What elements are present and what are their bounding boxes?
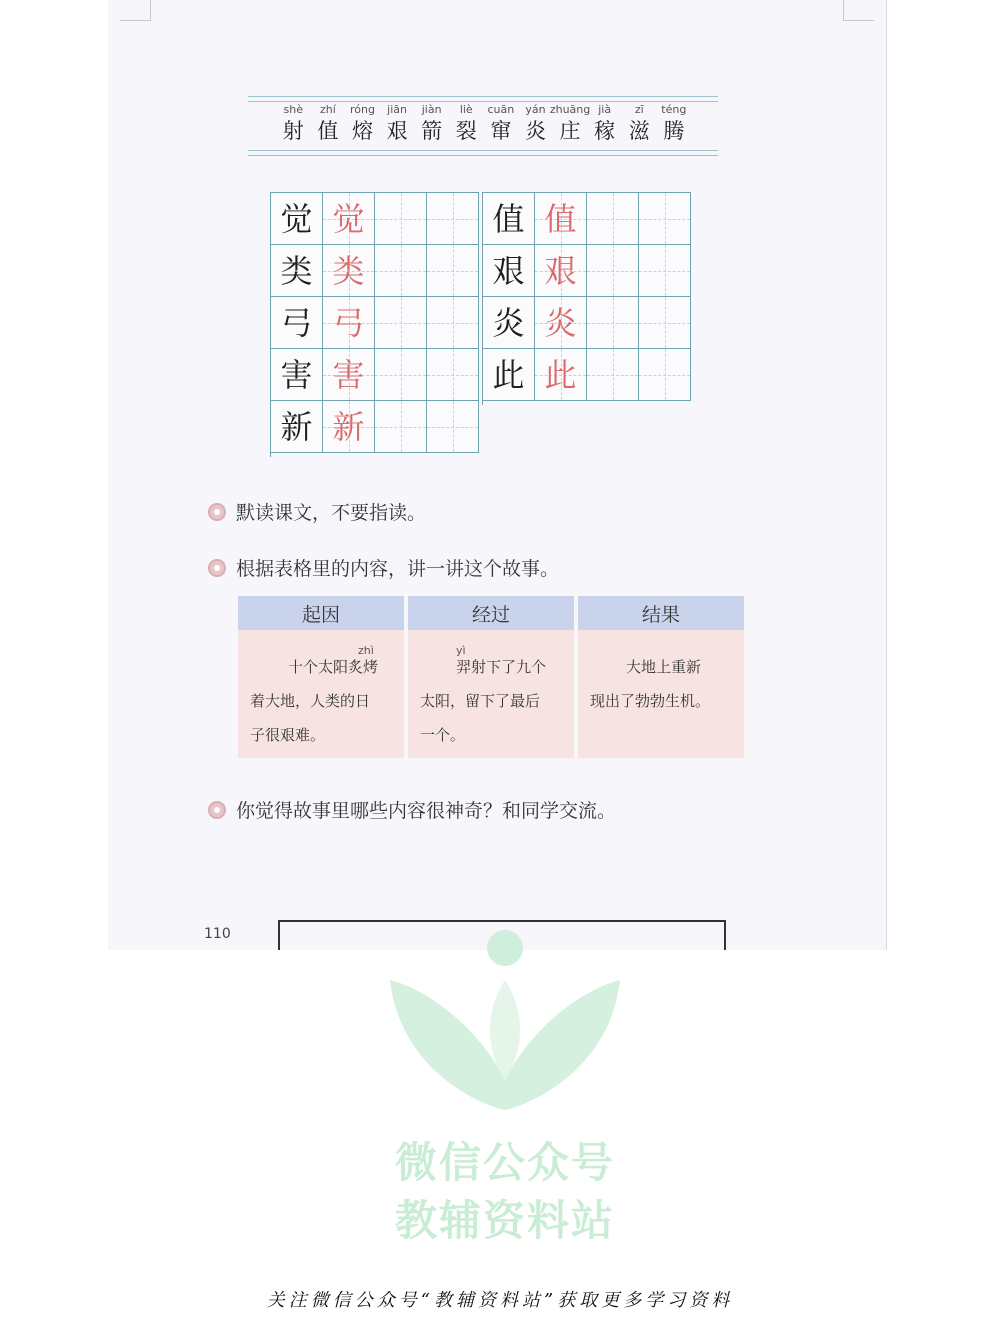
vocab-character: 值	[317, 119, 339, 143]
story-line: 大地上重新	[626, 658, 702, 676]
exercise-text: 根据表格里的内容，讲一讲这个故事。	[236, 558, 560, 580]
story-line: 羿射下了九个	[456, 658, 547, 676]
trace-character: 害	[332, 355, 365, 394]
vocab-character: 箭	[421, 119, 443, 143]
model-character: 类	[280, 251, 313, 290]
sprout-logo-icon	[380, 920, 630, 1130]
model-character: 此	[492, 355, 525, 394]
vocab-item	[311, 103, 346, 145]
grid-cell-character	[535, 349, 587, 401]
vocab-pinyin: téng	[661, 103, 687, 116]
trace-character: 弓	[332, 303, 365, 342]
story-column-cause	[238, 596, 404, 758]
crop-mark-right	[843, 0, 874, 21]
trace-character: 类	[332, 251, 365, 290]
vocab-item	[549, 103, 591, 145]
grid-cell-character	[483, 245, 535, 297]
column-header: 结果	[578, 596, 744, 630]
vocab-character: 熔	[351, 119, 373, 143]
grid-cell-blank	[587, 297, 639, 349]
vocab-pinyin: jià	[598, 103, 612, 116]
vocab-character: 炎	[524, 119, 546, 143]
trace-character: 新	[332, 407, 365, 446]
vocab-item	[622, 103, 657, 145]
grid-cell-character	[271, 245, 323, 297]
crop-mark-left	[120, 0, 151, 21]
ruby-pinyin: zhì	[358, 644, 374, 657]
grid-cell-blank	[375, 193, 427, 245]
vocab-pinyin: jiàn	[421, 103, 442, 116]
vocab-item	[449, 103, 484, 145]
exercise-2	[208, 554, 559, 581]
exercise-bullet-icon	[208, 801, 226, 819]
model-character: 觉	[280, 199, 313, 238]
trace-character: 觉	[332, 199, 365, 238]
grid-cell-blank	[375, 349, 427, 401]
vocab-pinyin: liè	[459, 103, 473, 116]
vocab-character: 射	[282, 119, 304, 143]
vocab-pinyin: shè	[283, 103, 304, 116]
grid-cell-character	[271, 297, 323, 349]
grid-cell-blank	[375, 297, 427, 349]
story-table	[238, 596, 742, 758]
grid-cell-character	[535, 245, 587, 297]
grid-cell-blank	[639, 297, 691, 349]
model-character: 新	[280, 407, 313, 446]
vocab-character: 腾	[663, 119, 685, 143]
grid-cell-character	[535, 297, 587, 349]
vocab-character: 庄	[559, 119, 581, 143]
vocab-pinyin: cuān	[487, 103, 515, 116]
grid-cell-character	[271, 193, 323, 245]
model-character: 值	[492, 199, 525, 238]
grid-cell-blank	[587, 245, 639, 297]
story-line: 一个。	[420, 726, 466, 744]
vocab-item	[484, 103, 519, 145]
story-line: 现出了勃勃生机。	[590, 692, 711, 710]
grid-cell-character	[535, 193, 587, 245]
story-line: 子很艰难。	[250, 726, 326, 744]
vocabulary-strip	[248, 96, 718, 156]
model-character: 弓	[280, 303, 313, 342]
grid-cell-blank	[427, 193, 479, 245]
grid-cell-character	[323, 193, 375, 245]
vocab-pinyin: jiān	[387, 103, 407, 116]
grid-cell-blank	[375, 401, 427, 453]
grid-cell-blank	[639, 349, 691, 401]
grid-cell-blank	[375, 245, 427, 297]
writing-grid-right	[482, 192, 691, 405]
grid-cell-character	[323, 245, 375, 297]
grid-cell-character	[483, 297, 535, 349]
model-character: 炎	[492, 303, 525, 342]
exercise-1	[208, 498, 426, 525]
vocab-pinyin: yán	[525, 103, 546, 116]
grid-cell-blank	[427, 401, 479, 453]
trace-character: 此	[544, 355, 577, 394]
grid-cell-character	[483, 193, 535, 245]
trace-character: 值	[544, 199, 577, 238]
vocab-character: 滋	[628, 119, 650, 143]
watermark-line-1: 微信公众号	[394, 1138, 615, 1187]
story-line: 着大地，人类的日	[250, 692, 371, 710]
column-header: 起因	[238, 596, 404, 630]
grid-cell-character	[271, 401, 323, 453]
vocab-item	[587, 103, 622, 145]
watermark	[380, 920, 630, 1250]
trace-character: 炎	[544, 303, 577, 342]
vocab-pinyin: róng	[350, 103, 375, 116]
grid-cell-character	[323, 349, 375, 401]
textbook-page	[108, 0, 887, 950]
vocab-item	[414, 103, 449, 145]
page-number: 110	[204, 926, 231, 942]
column-header: 经过	[408, 596, 574, 630]
story-column-process	[408, 596, 574, 758]
watermark-line-2: 教辅资料站	[394, 1196, 615, 1245]
vocab-item	[518, 103, 553, 145]
footer-note: 关注微信公众号“教辅资料站”获取更多学习资料	[266, 1290, 734, 1311]
exercise-text: 你觉得故事里哪些内容很神奇？和同学交流。	[236, 800, 617, 822]
story-line: 太阳，留下了最后	[420, 692, 541, 710]
ruby-pinyin: yì	[456, 644, 466, 657]
vocab-pinyin: zhí	[319, 103, 336, 116]
model-character: 害	[280, 355, 313, 394]
grid-cell-blank	[639, 193, 691, 245]
grid-cell-blank	[427, 349, 479, 401]
vocab-item	[276, 103, 311, 145]
vocab-pinyin: zī	[634, 103, 644, 116]
grid-cell-blank	[427, 297, 479, 349]
vocab-item	[380, 103, 415, 145]
trace-character: 艰	[544, 251, 577, 290]
exercise-bullet-icon	[208, 503, 226, 521]
vocab-character: 裂	[455, 119, 477, 143]
grid-cell-character	[323, 297, 375, 349]
story-column-result	[578, 596, 744, 758]
vocab-item	[345, 103, 380, 145]
vocab-character: 稼	[594, 119, 616, 143]
grid-cell-blank	[639, 245, 691, 297]
grid-cell-blank	[427, 245, 479, 297]
writing-grid-left	[270, 192, 479, 457]
grid-cell-character	[483, 349, 535, 401]
exercise-text: 默读课文，不要指读。	[236, 502, 427, 524]
vocab-character: 窜	[490, 119, 512, 143]
exercise-bullet-icon	[208, 559, 226, 577]
story-line: 十个太阳炙烤	[288, 658, 379, 676]
grid-cell-blank	[587, 349, 639, 401]
vocab-item	[657, 103, 692, 145]
model-character: 艰	[492, 251, 525, 290]
vocab-pinyin: zhuāng	[549, 103, 591, 116]
grid-cell-character	[271, 349, 323, 401]
grid-cell-blank	[587, 193, 639, 245]
vocab-character: 艰	[386, 119, 408, 143]
grid-cell-character	[323, 401, 375, 453]
exercise-3	[208, 796, 616, 823]
